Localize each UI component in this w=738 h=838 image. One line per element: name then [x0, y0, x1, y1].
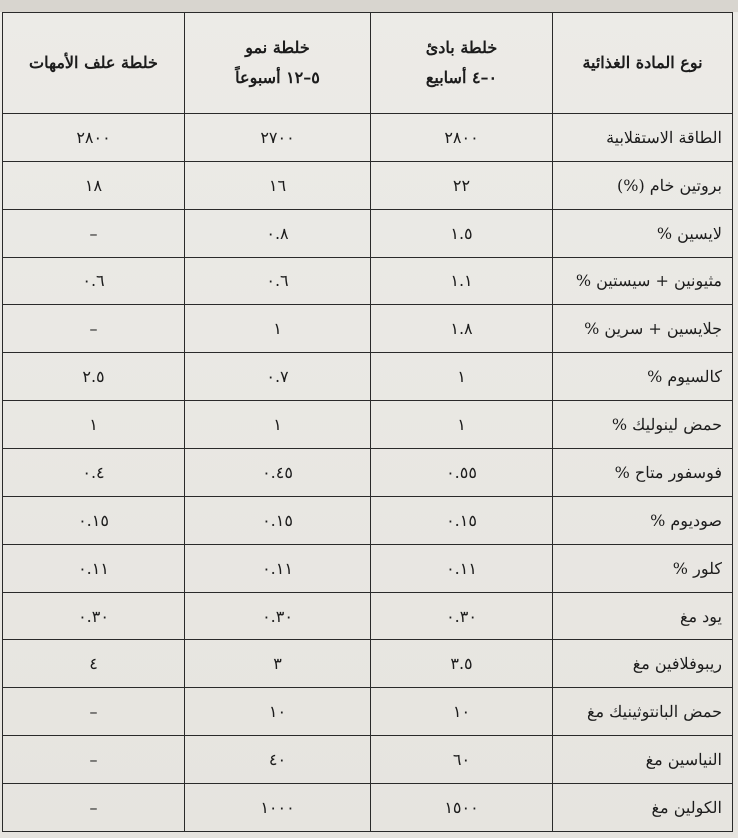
- nutrient-name-cell: صوديوم %: [553, 496, 733, 544]
- breeder-value-cell: ١٨: [3, 161, 185, 209]
- breeder-value-cell: –: [3, 784, 185, 832]
- table-row: [3, 353, 733, 401]
- table-row: [3, 592, 733, 640]
- table-row: [3, 305, 733, 353]
- nutrient-name-cell: حمض البانتوثينيك مغ: [553, 688, 733, 736]
- grower-value-cell: ٠.٧: [185, 353, 371, 401]
- header-breeder-feed: خلطة علف الأمهات: [3, 13, 185, 114]
- nutrient-name-cell: الكولين مغ: [553, 784, 733, 832]
- starter-value-cell: ١.٨: [371, 305, 553, 353]
- grower-value-cell: ٢٧٠٠: [185, 113, 371, 161]
- nutrient-name-cell: مثيونين + سيستين %: [553, 257, 733, 305]
- nutrient-name-cell: يود مغ: [553, 592, 733, 640]
- grower-value-cell: ٠.٣٠: [185, 592, 371, 640]
- table-row: [3, 640, 733, 688]
- grower-value-cell: ٠.٦: [185, 257, 371, 305]
- starter-value-cell: ١٥٠٠: [371, 784, 553, 832]
- grower-value-cell: ٠.١٥: [185, 496, 371, 544]
- table-row: [3, 113, 733, 161]
- breeder-value-cell: –: [3, 305, 185, 353]
- grower-value-cell: ٠.٨: [185, 209, 371, 257]
- grower-value-cell: ١٦: [185, 161, 371, 209]
- breeder-value-cell: ٠.٦: [3, 257, 185, 305]
- breeder-value-cell: ٠.٤: [3, 449, 185, 497]
- table-row: [3, 736, 733, 784]
- nutrient-name-cell: بروتين خام (%): [553, 161, 733, 209]
- breeder-value-cell: ٢.٥: [3, 353, 185, 401]
- table-row: [3, 209, 733, 257]
- grower-value-cell: ٠.١١: [185, 544, 371, 592]
- grower-value-cell: ٤٠: [185, 736, 371, 784]
- table-row: [3, 784, 733, 832]
- grower-value-cell: ١: [185, 305, 371, 353]
- grower-value-cell: ٣: [185, 640, 371, 688]
- starter-value-cell: ٢٢: [371, 161, 553, 209]
- breeder-value-cell: ٠.١١: [3, 544, 185, 592]
- nutrient-name-cell: حمض لينوليك %: [553, 401, 733, 449]
- nutrient-name-cell: ريبوفلافين مغ: [553, 640, 733, 688]
- table-row: [3, 161, 733, 209]
- table-row: [3, 496, 733, 544]
- nutrient-name-cell: كلور %: [553, 544, 733, 592]
- table-row: [3, 688, 733, 736]
- starter-value-cell: ١: [371, 353, 553, 401]
- starter-value-cell: ٠.١٥: [371, 496, 553, 544]
- table-row: [3, 544, 733, 592]
- starter-value-cell: ٢٨٠٠: [371, 113, 553, 161]
- grower-value-cell: ١٠: [185, 688, 371, 736]
- nutrient-name-cell: النياسين مغ: [553, 736, 733, 784]
- nutrient-name-cell: فوسفور متاح %: [553, 449, 733, 497]
- starter-value-cell: ٣.٥: [371, 640, 553, 688]
- breeder-value-cell: –: [3, 688, 185, 736]
- breeder-value-cell: –: [3, 736, 185, 784]
- header-grower-feed: خلطة نمو ٥–١٢ أسبوعاً: [185, 13, 371, 114]
- cropped-top-margin: [0, 0, 738, 12]
- breeder-value-cell: ١: [3, 401, 185, 449]
- breeder-value-cell: ٤: [3, 640, 185, 688]
- starter-value-cell: ٠.١١: [371, 544, 553, 592]
- breeder-value-cell: ٠.١٥: [3, 496, 185, 544]
- grower-value-cell: ١٠٠٠: [185, 784, 371, 832]
- header-nutrient-type: نوع المادة الغذائية: [553, 13, 733, 114]
- starter-value-cell: ١.٥: [371, 209, 553, 257]
- starter-value-cell: ١.١: [371, 257, 553, 305]
- nutrient-name-cell: الطاقة الاستقلابية: [553, 113, 733, 161]
- header-row: [3, 13, 733, 114]
- breeder-value-cell: ٢٨٠٠: [3, 113, 185, 161]
- nutrient-name-cell: كالسيوم %: [553, 353, 733, 401]
- nutrient-name-cell: لايسين %: [553, 209, 733, 257]
- header-starter-feed: خلطة بادئ ٠–٤ أسابيع: [371, 13, 553, 114]
- table-row: [3, 257, 733, 305]
- starter-value-cell: ١: [371, 401, 553, 449]
- starter-value-cell: ١٠: [371, 688, 553, 736]
- starter-value-cell: ٠.٣٠: [371, 592, 553, 640]
- table-row: [3, 449, 733, 497]
- poultry-feed-nutrient-table: [2, 12, 733, 832]
- nutrient-name-cell: جلايسين + سرين %: [553, 305, 733, 353]
- breeder-value-cell: –: [3, 209, 185, 257]
- grower-value-cell: ١: [185, 401, 371, 449]
- starter-value-cell: ٦٠: [371, 736, 553, 784]
- table-row: [3, 401, 733, 449]
- breeder-value-cell: ٠.٣٠: [3, 592, 185, 640]
- starter-value-cell: ٠.٥٥: [371, 449, 553, 497]
- grower-value-cell: ٠.٤٥: [185, 449, 371, 497]
